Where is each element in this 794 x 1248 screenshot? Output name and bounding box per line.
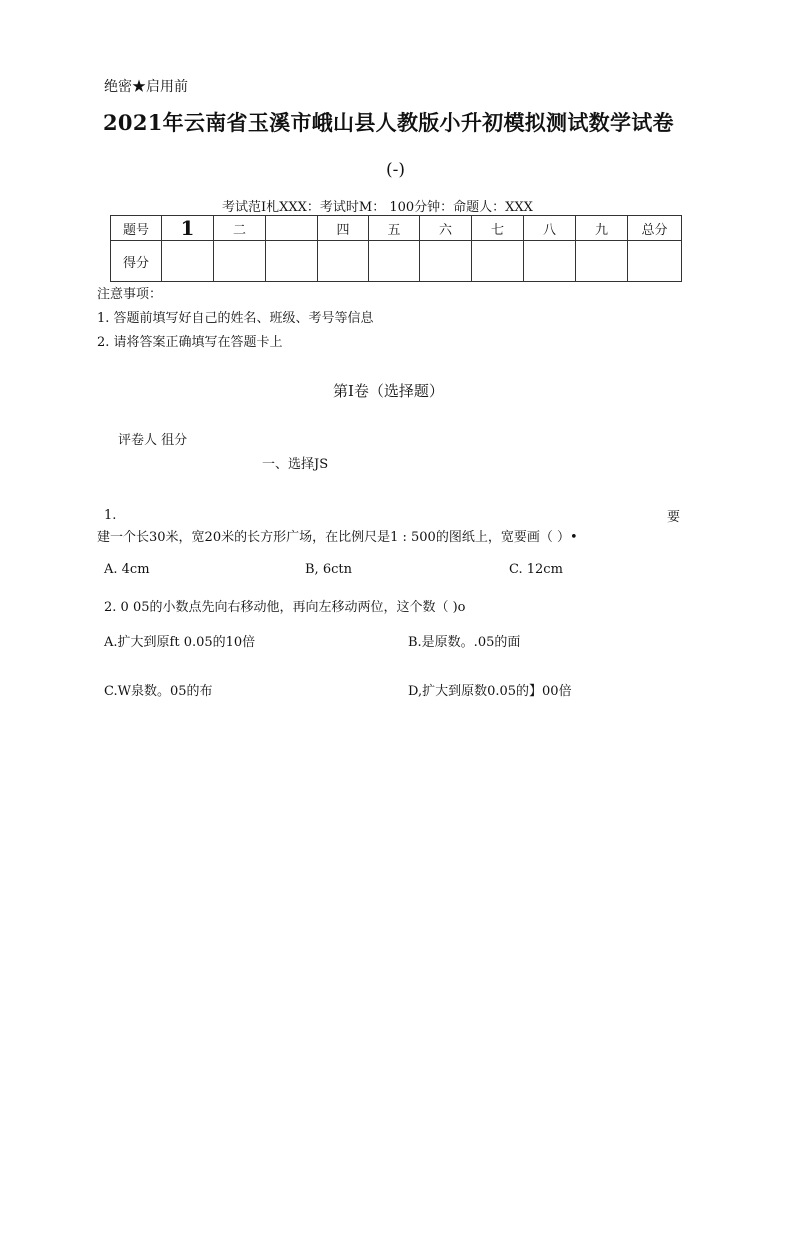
score-header-cell: 五 (369, 216, 420, 241)
question-2-option-d: D,扩大到原数0.05的】00倍 (408, 684, 572, 699)
question-1-option-a: A. 4cm (104, 562, 150, 577)
question-1-option-b: B, 6ctn (305, 562, 352, 577)
question-1-number: 1. (104, 508, 117, 523)
score-header-cell: 二 (214, 216, 266, 241)
question-2-option-b: B.是原数。.05的面 (408, 635, 521, 650)
score-cell (369, 241, 420, 282)
score-cell (576, 241, 628, 282)
score-cell (162, 241, 214, 282)
exam-title: 2021年云南省玉溪市峨山县人教版小升初模拟测试数学试卷 (103, 110, 674, 135)
confidential-label: 绝密★启用前 (104, 79, 188, 95)
question-1-fragment: 要 (667, 510, 681, 525)
score-cell (628, 241, 682, 282)
score-header-cell: 七 (472, 216, 524, 241)
score-table (110, 215, 682, 282)
notice-item: 1. 答题前填写好自己的姓名、班级、考号等信息 (97, 311, 374, 326)
score-cell (214, 241, 266, 282)
exam-subtitle: (-) (386, 160, 406, 180)
section-title: 第I卷（选择题） (333, 382, 444, 400)
question-2-option-a: A.扩大到原ft 0.05的10倍 (104, 635, 256, 650)
question-2-text: 2. 0 05的小数点先向右移动他，再向左移动两位，这个数（ )o (104, 600, 466, 615)
question-1-option-c: C. 12cm (509, 562, 563, 577)
question-1-text: 建一个长30米，宽20米的长方形广场，在比例尺是1 : 500的图纸上，宽要画（ ）• (97, 530, 578, 545)
score-header-cell: 八 (524, 216, 576, 241)
score-header-cell: 1 (162, 216, 214, 241)
score-header-cell (266, 216, 318, 241)
notice-title: 注意事项： (97, 287, 163, 302)
score-table-score-row (111, 241, 682, 282)
score-row-label: 得分 (111, 241, 162, 282)
question-heading: 一、选择JS (262, 457, 329, 472)
score-cell (420, 241, 472, 282)
score-header-cell: 九 (576, 216, 628, 241)
question-2-option-c: C.W泉数。05的布 (104, 684, 213, 699)
exam-info: 考试范I札XXX：考试时M： 100分钟：命题人：XXX (222, 200, 533, 215)
score-header-cell: 题号 (111, 216, 162, 241)
score-header-cell: 四 (318, 216, 369, 241)
score-cell (318, 241, 369, 282)
score-cell (524, 241, 576, 282)
score-header-cell: 总分 (628, 216, 682, 241)
score-header-cell: 六 (420, 216, 472, 241)
notice-item: 2. 请将答案正确填写在答题卡上 (97, 335, 283, 350)
grader-label: 评卷人 徂分 (118, 433, 188, 448)
score-cell (266, 241, 318, 282)
score-cell (472, 241, 524, 282)
score-table-header-row (111, 216, 682, 241)
